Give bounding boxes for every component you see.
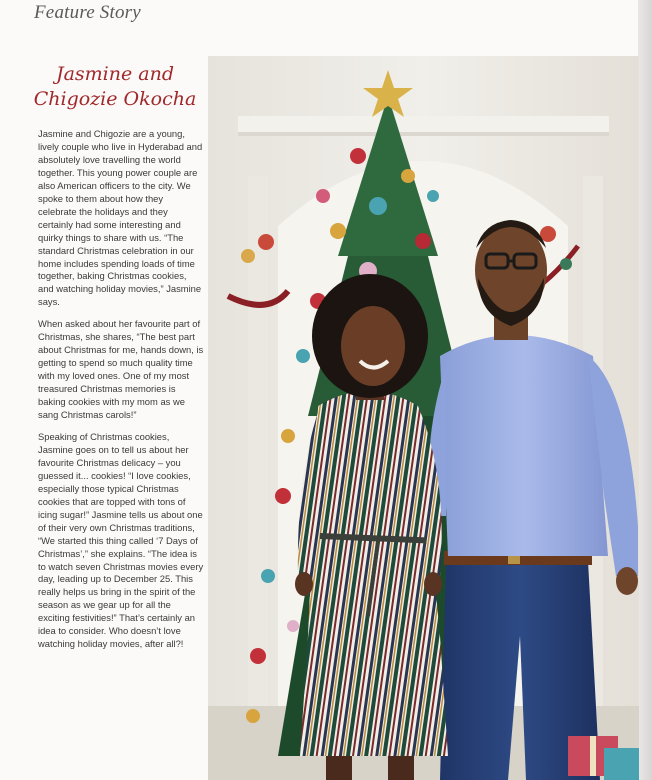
article-title [26,62,204,112]
article-body [38,128,204,660]
article-title-line-2: Chigozie Okocha [33,88,197,110]
page-edge [638,0,652,780]
couple-photo [208,56,639,780]
article-title-line-1: Jasmine and [55,63,175,85]
article-paragraph: When asked about her favourite part of Christmas, she shares, “The best part about Christmas for me, hands down, is getting to spend so much quality time with my loved ones. One of my most treasured Christmas memories is baking cookies with my mom as we sang Christmas carols!” [38,318,204,421]
section-label: Feature Story [34,2,141,23]
article-paragraph: Speaking of Christmas cookies, Jasmine goes on to tell us about her favourite Christmas delicacy – you guessed it... cookies! “I love cookies, especially those typical Christmas cookies that are topped with tons of icing sugar!” Jasmine tells us about one of their very own Christmas traditions, “We started this thing called ‘7 Days of Christmas’,” she explains. “The idea is to watch seven Christmas movies every day, leading up to December 25. This really helps us bring in the spirit of the season as we gear up for all the exciting festivities!” That’s certainly an idea to consider. Who doesn’t love watching holiday movies, after all?! [38,430,204,650]
article-paragraph: Jasmine and Chigozie are a young, lively couple who live in Hyderabad and absolutely love travelling the world together. This young power couple are also American officers to the city. We spoke to them about how they celebrate the holidays and they certainly had some interesting and quirky things to share with us. “The standard Christmas celebration in our home includes spending loads of time together, baking Christmas cookies, and watching holiday movies,” Jasmine says. [38,128,203,308]
